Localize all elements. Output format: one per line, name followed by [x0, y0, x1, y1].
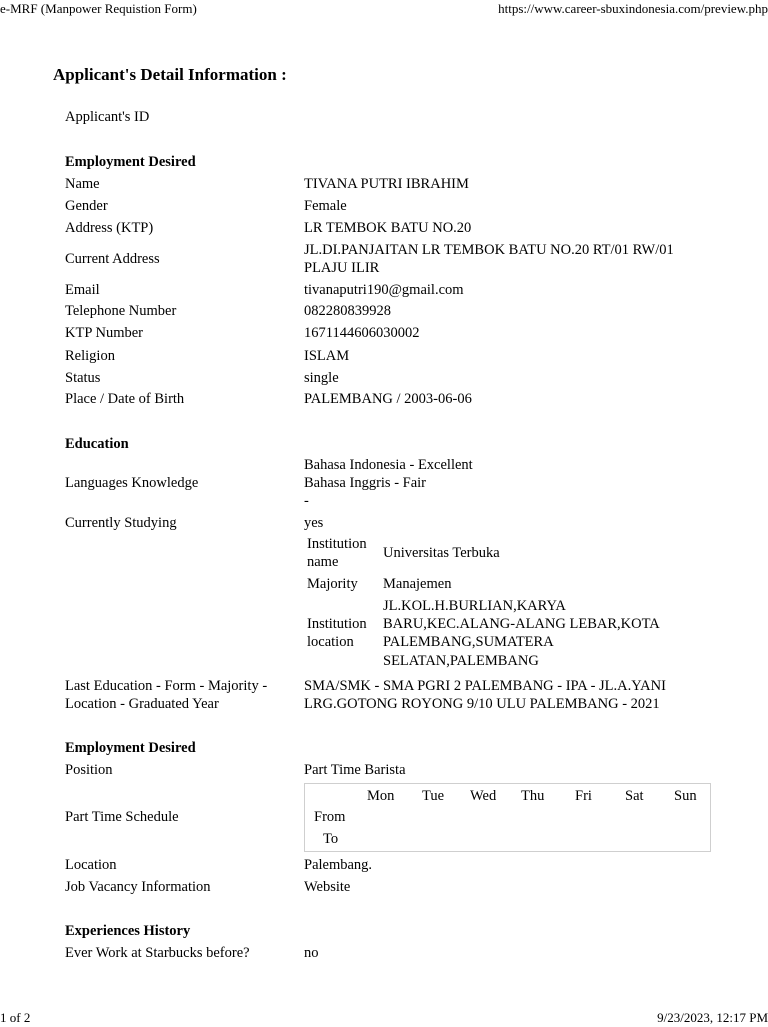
starbucks-before-value: no	[304, 945, 319, 961]
ktp-number-value: 1671144606030002	[304, 325, 420, 341]
starbucks-before-label: Ever Work at Starbucks before?	[65, 945, 250, 961]
institution-location-line: PALEMBANG,SUMATERA	[383, 634, 554, 650]
institution-name-value: Universitas Terbuka	[383, 545, 500, 561]
currently-studying-value: yes	[304, 515, 324, 531]
print-footer-page: 1 of 2	[0, 1010, 31, 1025]
institution-name-label-line1: Institution	[307, 536, 367, 552]
print-header-url: https://www.career-sbuxindonesia.com/preview.php	[498, 1, 768, 16]
currently-studying-label: Currently Studying	[65, 515, 177, 531]
applicant-id-label: Applicant's ID	[65, 109, 150, 125]
majority-label: Majority	[307, 576, 358, 592]
schedule-from-label: From	[314, 809, 346, 825]
schedule-day-header: Fri	[575, 788, 592, 804]
schedule-day-header: Sat	[625, 788, 644, 804]
religion-value: ISLAM	[304, 348, 350, 364]
section-heading-employment: Employment Desired	[65, 740, 196, 756]
vacancy-info-label: Job Vacancy Information	[65, 879, 211, 895]
current-address-label: Current Address	[65, 251, 160, 267]
institution-name-label-line2: name	[307, 554, 339, 570]
location-label: Location	[65, 857, 117, 873]
schedule-to-label: To	[323, 831, 339, 847]
schedule-day-header: Thu	[521, 788, 545, 804]
institution-location-label-line1: Institution	[307, 616, 367, 632]
name-value: TIVANA PUTRI IBRAHIM	[304, 176, 469, 192]
last-education-value-line1: SMA/SMK - SMA PGRI 2 PALEMBANG - IPA - JL.A.YANI	[304, 678, 666, 694]
page-title: Applicant's Detail Information :	[53, 65, 287, 84]
current-address-value-line1: JL.DI.PANJAITAN LR TEMBOK BATU NO.20 RT/01 RW/01	[304, 242, 674, 258]
location-value: Palembang.	[304, 857, 373, 873]
vacancy-info-value: Website	[304, 879, 351, 895]
last-education-label-line2: Location - Graduated Year	[65, 696, 219, 712]
current-address-value-line2: PLAJU ILIR	[304, 260, 380, 276]
name-label: Name	[65, 176, 100, 192]
language-item: -	[304, 493, 309, 509]
telephone-value: 082280839928	[304, 303, 391, 319]
language-item: Bahasa Indonesia - Excellent	[304, 457, 473, 473]
section-heading-education: Education	[65, 436, 129, 452]
language-item: Bahasa Inggris - Fair	[304, 475, 427, 491]
languages-label: Languages Knowledge	[65, 475, 199, 491]
status-value: single	[304, 370, 339, 386]
schedule-day-header: Tue	[422, 788, 445, 804]
schedule-day-header: Wed	[470, 788, 497, 804]
print-header-title: e-MRF (Manpower Requistion Form)	[0, 1, 197, 16]
majority-value: Manajemen	[383, 576, 452, 592]
schedule-label: Part Time Schedule	[65, 809, 179, 825]
institution-location-line: BARU,KEC.ALANG-ALANG LEBAR,KOTA	[383, 616, 660, 632]
ktp-number-label: KTP Number	[65, 325, 143, 341]
telephone-label: Telephone Number	[65, 303, 177, 319]
address-ktp-label: Address (KTP)	[65, 220, 154, 236]
position-value: Part Time Barista	[304, 762, 406, 778]
last-education-label-line1: Last Education - Form - Majority -	[65, 678, 268, 694]
birth-value: PALEMBANG / 2003-06-06	[304, 391, 472, 407]
email-label: Email	[65, 282, 100, 298]
schedule-day-header: Mon	[367, 788, 395, 804]
schedule-day-header: Sun	[674, 788, 697, 804]
section-heading-experience: Experiences History	[65, 923, 191, 939]
status-label: Status	[65, 370, 101, 386]
institution-location-line: SELATAN,PALEMBANG	[383, 653, 539, 669]
print-footer-datetime: 9/23/2023, 12:17 PM	[657, 1010, 768, 1025]
position-label: Position	[65, 762, 113, 778]
gender-value: Female	[304, 198, 347, 214]
email-value: tivanaputri190@gmail.com	[304, 282, 464, 298]
section-heading-personal: Employment Desired	[65, 154, 196, 170]
religion-label: Religion	[65, 348, 115, 364]
gender-label: Gender	[65, 198, 108, 214]
schedule-table	[304, 783, 711, 852]
institution-location-line: JL.KOL.H.BURLIAN,KARYA	[383, 598, 566, 614]
birth-label: Place / Date of Birth	[65, 391, 185, 407]
institution-location-label-line2: location	[307, 634, 354, 650]
address-ktp-value: LR TEMBOK BATU NO.20	[304, 220, 472, 236]
last-education-value-line2: LRG.GOTONG ROYONG 9/10 ULU PALEMBANG - 2021	[304, 696, 660, 712]
